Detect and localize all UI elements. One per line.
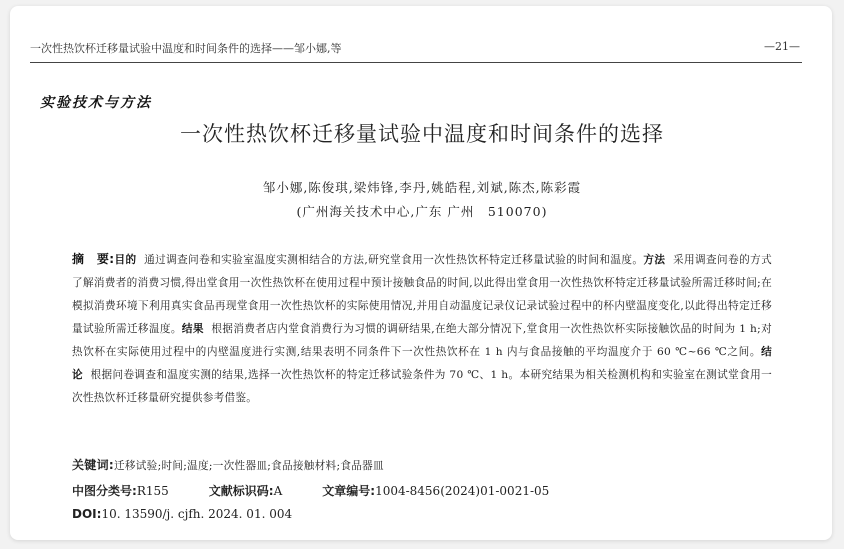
- page-number: —21—: [764, 40, 800, 53]
- method-label: 方法: [643, 254, 666, 266]
- article-title: 一次性热饮杯迁移量试验中温度和时间条件的选择: [180, 122, 664, 146]
- result-label: 结果: [181, 323, 204, 335]
- article-number-label: 文章编号:: [322, 484, 376, 498]
- doi-label: DOI:: [72, 507, 102, 521]
- running-head-title: 一次性热饮杯迁移量试验中温度和时间条件的选择——邹小娜,等: [30, 42, 342, 55]
- objective-label: 目的: [114, 254, 137, 266]
- abstract: [72, 248, 772, 410]
- result-text: 根据消费者店内堂食消费行为习惯的调研结果,在绝大部分情况下,堂食用一次性热饮杯实际接触饮品的时间为 1 h;对热饮杯在实际使用过程中的内壁温度进行实测,结果表明不同条件下一次性热饮杯在 1 h 内与食品接触的平均温度介于 60 ℃~66 ℃之间。: [72, 323, 772, 358]
- article-number-value: 1004-8456(2024)01-0021-05: [375, 484, 550, 498]
- running-head: [30, 40, 802, 63]
- keywords-value: 迁移试验;时间;温度;一次性器皿;食品接触材料;食品器皿: [114, 460, 384, 472]
- objective-text: 通过调查问卷和实验室温度实测相结合的方法,研究堂食用一次性热饮杯特定迁移量试验的时间和温度。: [144, 254, 644, 266]
- clc-value: R155: [136, 484, 169, 498]
- method-text: 采用调查问卷的方式了解消费者的消费习惯,得出堂食用一次性热饮杯在使用过程中预计接触食品的时间,以此得出堂食用一次性热饮杯特定迁移量试验所需迁移时间;在模拟消费环境下利用真实食品再现堂食用一次性热饮杯的实际使用情况,并用自动温度记录仪记录试验过程中的杯内壁温度变化,以此得出特定迁移量试验所需迁移温度。: [72, 254, 773, 335]
- keywords-label: 关键词:: [72, 458, 114, 472]
- doc-code-value: A: [273, 484, 283, 498]
- author-list: 邹小娜,陈俊琪,梁炜锋,李丹,姚皓程,刘斌,陈杰,陈彩霞: [262, 180, 582, 195]
- affiliation: (广州海关技术中心,广东 广州 510070): [296, 204, 548, 219]
- doi-value: 10. 13590/j. cjfh. 2024. 01. 004: [101, 507, 293, 521]
- doc-code-label: 文献标识码:: [208, 484, 274, 498]
- clc-label: 中图分类号:: [72, 484, 137, 498]
- keywords: [72, 456, 772, 473]
- section-label: 实验技术与方法: [40, 95, 152, 111]
- doi: [72, 507, 772, 521]
- abstract-label: 摘 要:: [72, 252, 115, 266]
- conclusion-label: 结论: [72, 346, 772, 381]
- conclusion-text: 根据问卷调查和温度实测的结果,选择一次性热饮杯的特定迁移试验条件为 70 ℃、1 h。本研究结果为相关检测机构和实验室在测试堂食用一次性热饮杯迁移量研究提供参考借鉴。: [72, 369, 772, 404]
- classification-row: [72, 482, 792, 499]
